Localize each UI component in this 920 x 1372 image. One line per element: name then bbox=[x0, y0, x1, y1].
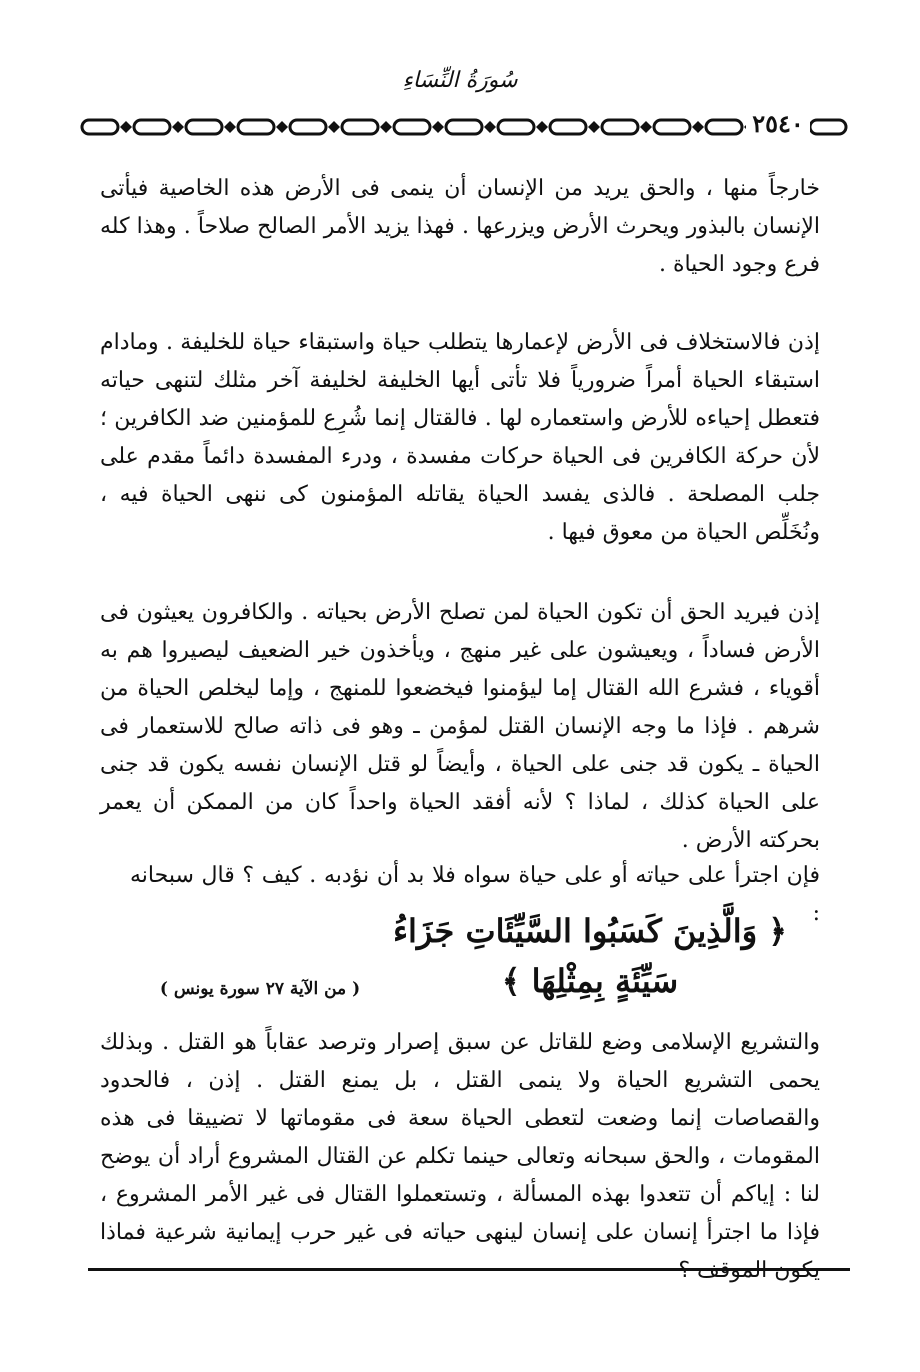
surah-title: سُورَةُ النِّسَاءِ bbox=[402, 68, 518, 93]
quran-verse: ﴿ وَالَّذِينَ كَسَبُوا السَّيِّئَاتِ جَزَاءُ سَيِّئَةٍ بِمِثْلِهَا ﴾ bbox=[392, 912, 788, 1000]
ornament-chain-icon bbox=[78, 110, 848, 144]
verse-reference: ( من الآية ٢٧ سورة يونس ) bbox=[159, 979, 361, 999]
paragraph-1: خارجاً منها ، والحق يريد من الإنسان أن ينمى فى الأرض هذه الخاصية فيأتى الإنسان بالبذور ويحرث الأرض ويزرعها . فهذا يزيد الأمر الصالح صلاحاً . وهذا كله فرع وجود الحياة . bbox=[100, 176, 820, 277]
paragraph-2: إذن فالاستخلاف فى الأرض لإعمارها يتطلب حياة واستبقاء حياة للخليفة . ومادام استبقاء الحياة أمراً ضرورياً فلا تأتى أيها الخليفة لخليفة آخر مثلك لتنهى حياته فتعطل إحياءه للأرض واستعماره لها . فالقتال إنما شُرِع للمؤمنين ضد الكافرين ؛ لأن حركة الكافرين فى الحياة حركات مفسدة ، ودرء المفسدة دائماً مقدم على جلب المصلحة . فالذى يفسد الحياة يقاتله المؤمنون كى ننهى الحياة فيه ، ونُخَلِّص الحياة من معوق فيها . bbox=[100, 330, 820, 545]
header-ornament-border bbox=[78, 110, 848, 144]
page-number: ٢٥٤٠ bbox=[746, 109, 810, 139]
paragraph-5: والتشريع الإسلامى وضع للقاتل عن سبق إصرار وترصد عقاباً هو القتل . وبذلك يحمى التشريع الحياة ولا ينمى القتل ، بل يمنع القتل . إذن ، فالحدود والقصاصات إنما وضعت لتعطى الحياة سعة فى مقوماتها لا تضييقا فى هذه المقومات ، والحق سبحانه وتعالى حينما تكلم عن القتال المشروع أراد أن يوضح لنا : إياكم أن تتعدوا بهذه المسألة ، وتستعملوا القتال فى غير الأمر المشروع ، فإذا ما اجترأ إنسان على إنسان لينهى حياته فى غير حرب إيمانية شرعية فماذا bbox=[100, 1030, 820, 1245]
paragraph-3: إذن فيريد الحق أن تكون الحياة لمن تصلح الأرض بحياته . والكافرون يعيثون فى الأرض فساداً ، ويعيشون على غير منهج ، ويأخذون خير الضعيف ليصيروا هم به أقوياء ، فشرع الله القتال إما ليؤمنوا فيخضعوا للمنهج ، وإما ليخلص الحياة من شرهم . فإذا ما وجه الإنسان القتل لمؤمن ـ وهو فى ذاته صالح للاستعمار فى الحياة ـ يكون قد جنى على الحياة ، وأيضاً لو قتل الإنسان نفسه يكون قد جنى على الحياة كذلك ، لماذا ؟ لأنه أفقد الحياة واحداً كان من الممكن أن يعمر بحركته الأرض . bbox=[100, 600, 821, 853]
paragraph-4: فإن اجترأ على حياته أو على حياة سواه فلا بد أن نؤدبه . كيف ؟ قال سبحانه : bbox=[130, 863, 820, 926]
bottom-divider bbox=[88, 1268, 850, 1271]
